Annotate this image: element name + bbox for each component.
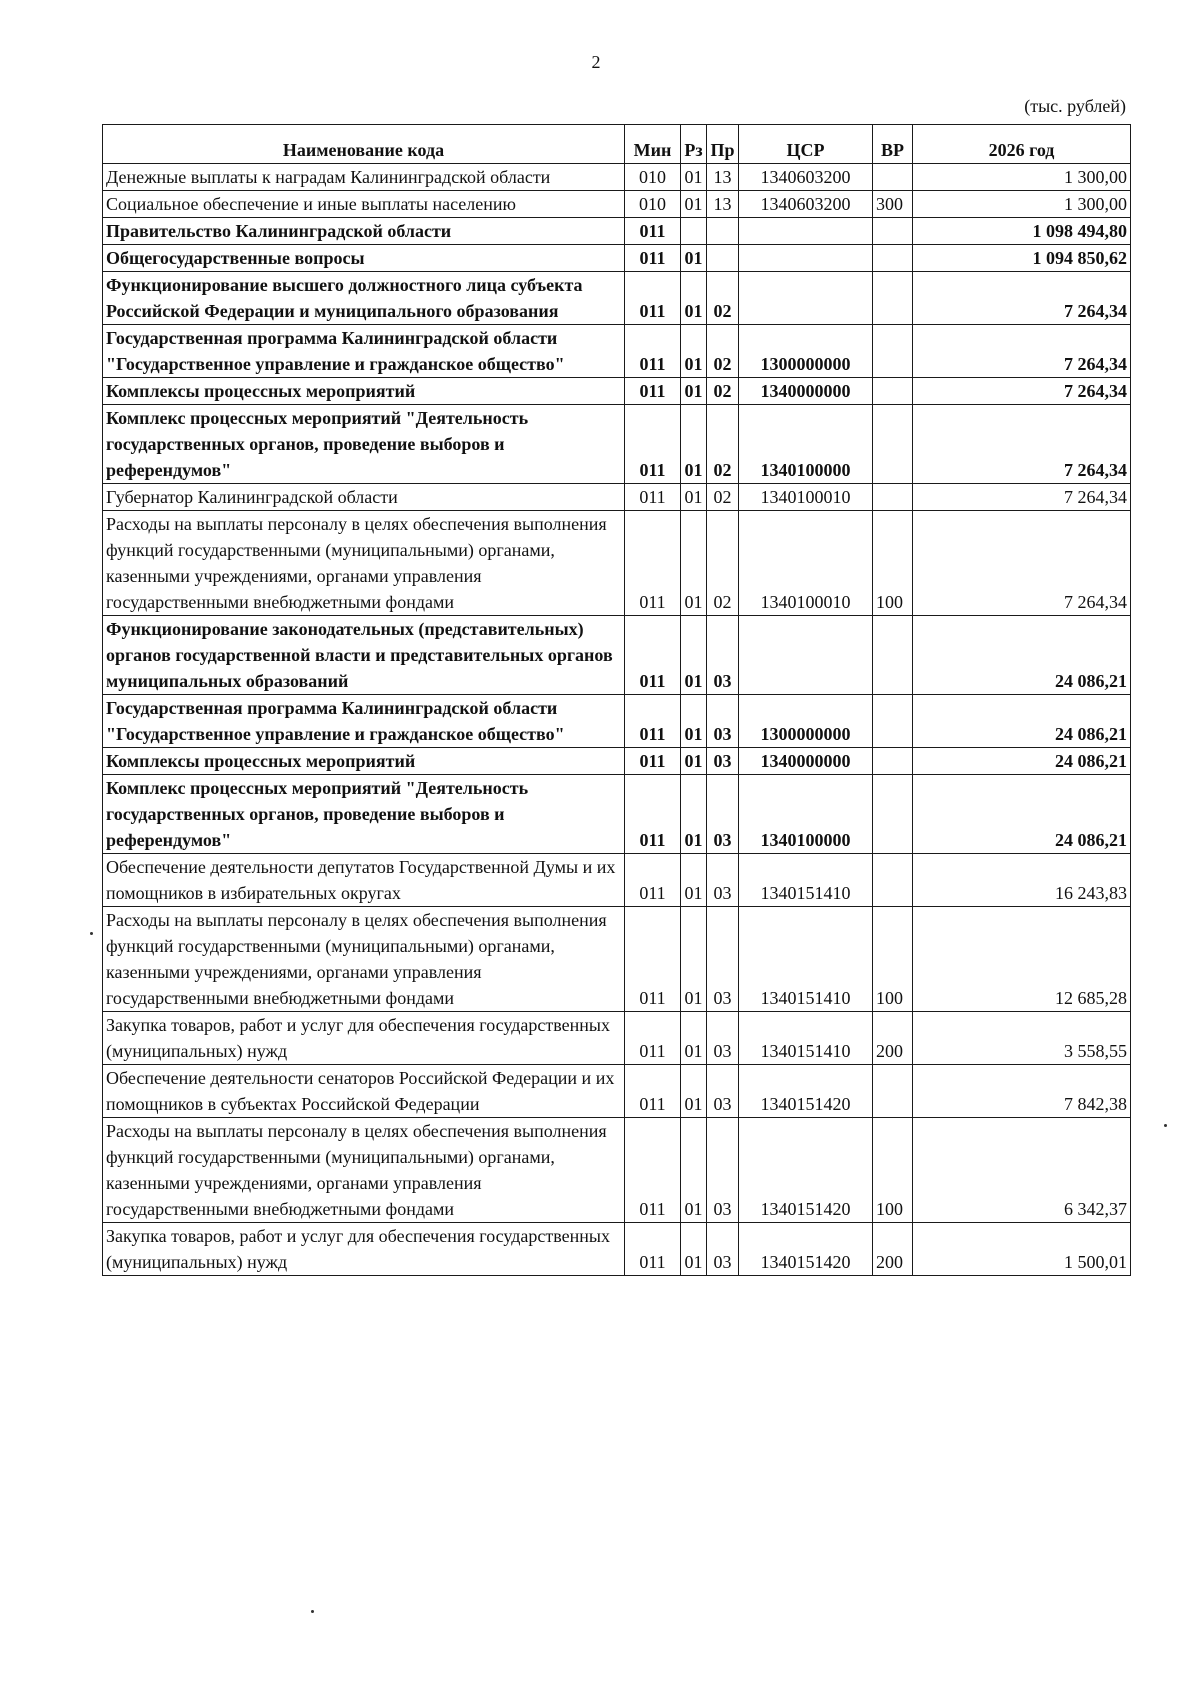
cell-min: 010 [625, 164, 681, 191]
cell-rz: 01 [681, 245, 707, 272]
cell-csr [739, 218, 873, 245]
cell-name: Комплексы процессных мероприятий [103, 378, 625, 405]
cell-amount: 7 264,34 [913, 511, 1131, 616]
cell-name: Правительство Калининградской области [103, 218, 625, 245]
table-row [103, 191, 1131, 218]
cell-pr: 03 [707, 1223, 739, 1276]
cell-pr: 03 [707, 695, 739, 748]
cell-name: Общегосударственные вопросы [103, 245, 625, 272]
cell-amount: 7 264,34 [913, 378, 1131, 405]
cell-min: 011 [625, 272, 681, 325]
cell-rz: 01 [681, 325, 707, 378]
table-row [103, 218, 1131, 245]
cell-min: 011 [625, 695, 681, 748]
cell-csr [739, 245, 873, 272]
cell-rz: 01 [681, 191, 707, 218]
cell-vr: 300 [873, 191, 913, 218]
cell-csr: 1340151420 [739, 1065, 873, 1118]
cell-min: 011 [625, 1065, 681, 1118]
table-row [103, 695, 1131, 748]
cell-csr: 1340100000 [739, 405, 873, 484]
cell-csr: 1300000000 [739, 695, 873, 748]
cell-vr [873, 218, 913, 245]
cell-rz: 01 [681, 164, 707, 191]
cell-min: 011 [625, 511, 681, 616]
cell-pr: 03 [707, 748, 739, 775]
cell-vr [873, 378, 913, 405]
table-body [103, 164, 1131, 1276]
cell-amount: 3 558,55 [913, 1012, 1131, 1065]
cell-csr: 1340603200 [739, 191, 873, 218]
cell-rz: 01 [681, 511, 707, 616]
table-row [103, 1065, 1131, 1118]
cell-vr [873, 854, 913, 907]
cell-name: Комплекс процессных мероприятий "Деятельность государственных органов, проведение выборов и референдумов" [103, 775, 625, 854]
cell-csr: 1340151410 [739, 854, 873, 907]
header-min: Мин [625, 125, 681, 164]
cell-pr: 02 [707, 484, 739, 511]
cell-name: Функционирование законодательных (представительных) органов государственной власти и представительных органов муниципальных образований [103, 616, 625, 695]
scan-speck [90, 932, 93, 935]
table-row [103, 1118, 1131, 1223]
header-name: Наименование кода [103, 125, 625, 164]
cell-min: 011 [625, 616, 681, 695]
table-row [103, 1223, 1131, 1276]
table-row [103, 775, 1131, 854]
header-pr: Пр [707, 125, 739, 164]
table-row [103, 616, 1131, 695]
cell-min: 011 [625, 775, 681, 854]
cell-pr: 03 [707, 616, 739, 695]
cell-amount: 24 086,21 [913, 695, 1131, 748]
cell-pr: 03 [707, 1012, 739, 1065]
cell-min: 011 [625, 1118, 681, 1223]
cell-pr: 13 [707, 191, 739, 218]
cell-min: 011 [625, 854, 681, 907]
cell-vr: 100 [873, 907, 913, 1012]
cell-rz: 01 [681, 405, 707, 484]
cell-rz: 01 [681, 1065, 707, 1118]
cell-name: Комплексы процессных мероприятий [103, 748, 625, 775]
cell-min: 011 [625, 1223, 681, 1276]
cell-vr: 200 [873, 1223, 913, 1276]
cell-amount: 1 098 494,80 [913, 218, 1131, 245]
cell-pr: 02 [707, 325, 739, 378]
cell-rz: 01 [681, 748, 707, 775]
cell-vr: 100 [873, 1118, 913, 1223]
cell-pr: 02 [707, 405, 739, 484]
cell-pr: 13 [707, 164, 739, 191]
cell-amount: 6 342,37 [913, 1118, 1131, 1223]
cell-rz: 01 [681, 272, 707, 325]
cell-amount: 24 086,21 [913, 748, 1131, 775]
cell-name: Государственная программа Калининградской области "Государственное управление и гражданское общество" [103, 325, 625, 378]
cell-name: Расходы на выплаты персоналу в целях обеспечения выполнения функций государственными (муниципальными) органами, казенными учреждениями, органами управления государственными внебюджетными фондами [103, 511, 625, 616]
cell-vr [873, 325, 913, 378]
table-row [103, 378, 1131, 405]
cell-pr [707, 245, 739, 272]
cell-vr [873, 695, 913, 748]
cell-amount: 7 264,34 [913, 325, 1131, 378]
table-row [103, 272, 1131, 325]
table-row [103, 511, 1131, 616]
cell-amount: 1 300,00 [913, 191, 1131, 218]
table-row [103, 164, 1131, 191]
cell-rz: 01 [681, 1118, 707, 1223]
cell-vr [873, 616, 913, 695]
table-row [103, 1012, 1131, 1065]
cell-csr: 1300000000 [739, 325, 873, 378]
cell-csr: 1340151410 [739, 907, 873, 1012]
cell-rz: 01 [681, 484, 707, 511]
cell-min: 011 [625, 218, 681, 245]
cell-name: Закупка товаров, работ и услуг для обеспечения государственных (муниципальных) нужд [103, 1012, 625, 1065]
cell-csr: 1340100010 [739, 511, 873, 616]
cell-name: Функционирование высшего должностного лица субъекта Российской Федерации и муниципального образования [103, 272, 625, 325]
cell-name: Обеспечение деятельности сенаторов Российской Федерации и их помощников в субъектах Российской Федерации [103, 1065, 625, 1118]
page-number: 2 [591, 52, 601, 72]
cell-pr [707, 218, 739, 245]
cell-vr [873, 1065, 913, 1118]
cell-rz [681, 218, 707, 245]
cell-rz: 01 [681, 1012, 707, 1065]
cell-amount: 7 842,38 [913, 1065, 1131, 1118]
cell-csr: 1340603200 [739, 164, 873, 191]
cell-csr: 1340151420 [739, 1223, 873, 1276]
cell-name: Государственная программа Калининградской области "Государственное управление и гражданское общество" [103, 695, 625, 748]
cell-pr: 03 [707, 907, 739, 1012]
cell-name: Социальное обеспечение и иные выплаты населению [103, 191, 625, 218]
cell-csr: 1340100000 [739, 775, 873, 854]
cell-rz: 01 [681, 907, 707, 1012]
table-row [103, 325, 1131, 378]
cell-pr: 03 [707, 854, 739, 907]
cell-vr [873, 405, 913, 484]
cell-csr: 1340151420 [739, 1118, 873, 1223]
header-amount: 2026 год [913, 125, 1131, 164]
cell-amount: 7 264,34 [913, 484, 1131, 511]
table-row [103, 907, 1131, 1012]
cell-pr: 02 [707, 511, 739, 616]
cell-min: 011 [625, 325, 681, 378]
table-row [103, 748, 1131, 775]
cell-csr: 1340100010 [739, 484, 873, 511]
cell-amount: 7 264,34 [913, 405, 1131, 484]
table-row [103, 854, 1131, 907]
header-vr: ВР [873, 125, 913, 164]
cell-min: 011 [625, 378, 681, 405]
cell-pr: 02 [707, 272, 739, 325]
cell-min: 011 [625, 484, 681, 511]
cell-min: 011 [625, 1012, 681, 1065]
header-rz: Рз [681, 125, 707, 164]
cell-amount: 24 086,21 [913, 775, 1131, 854]
cell-name: Губернатор Калининградской области [103, 484, 625, 511]
cell-csr: 1340000000 [739, 748, 873, 775]
cell-amount: 16 243,83 [913, 854, 1131, 907]
cell-name: Комплекс процессных мероприятий "Деятельность государственных органов, проведение выборов и референдумов" [103, 405, 625, 484]
cell-pr: 03 [707, 1065, 739, 1118]
cell-vr [873, 775, 913, 854]
cell-name: Расходы на выплаты персоналу в целях обеспечения выполнения функций государственными (муниципальными) органами, казенными учреждениями, органами управления государственными внебюджетными фондами [103, 907, 625, 1012]
cell-csr [739, 272, 873, 325]
cell-csr [739, 616, 873, 695]
cell-vr: 200 [873, 1012, 913, 1065]
cell-amount: 1 300,00 [913, 164, 1131, 191]
cell-csr: 1340000000 [739, 378, 873, 405]
cell-rz: 01 [681, 775, 707, 854]
cell-pr: 02 [707, 378, 739, 405]
cell-rz: 01 [681, 1223, 707, 1276]
cell-amount: 7 264,34 [913, 272, 1131, 325]
cell-min: 011 [625, 907, 681, 1012]
cell-name: Обеспечение деятельности депутатов Государственной Думы и их помощников в избирательных округах [103, 854, 625, 907]
cell-vr [873, 272, 913, 325]
cell-amount: 1 500,01 [913, 1223, 1131, 1276]
cell-rz: 01 [681, 378, 707, 405]
cell-amount: 12 685,28 [913, 907, 1131, 1012]
table-row [103, 245, 1131, 272]
cell-min: 011 [625, 405, 681, 484]
cell-rz: 01 [681, 854, 707, 907]
cell-name: Расходы на выплаты персоналу в целях обеспечения выполнения функций государственными (муниципальными) органами, казенными учреждениями, органами управления государственными внебюджетными фондами [103, 1118, 625, 1223]
cell-vr [873, 245, 913, 272]
units-label: (тыс. рублей) [1024, 96, 1126, 116]
table-row [103, 405, 1131, 484]
cell-rz: 01 [681, 616, 707, 695]
header-csr: ЦСР [739, 125, 873, 164]
cell-pr: 03 [707, 1118, 739, 1223]
table-row [103, 484, 1131, 511]
budget-table [102, 124, 1131, 1276]
scan-speck [1164, 1124, 1167, 1127]
cell-min: 011 [625, 245, 681, 272]
cell-vr [873, 484, 913, 511]
cell-min: 010 [625, 191, 681, 218]
scan-speck [311, 1610, 314, 1613]
cell-name: Закупка товаров, работ и услуг для обеспечения государственных (муниципальных) нужд [103, 1223, 625, 1276]
cell-name: Денежные выплаты к наградам Калининградской области [103, 164, 625, 191]
cell-vr [873, 748, 913, 775]
cell-rz: 01 [681, 695, 707, 748]
cell-amount: 1 094 850,62 [913, 245, 1131, 272]
table-header-row [103, 125, 1131, 164]
cell-amount: 24 086,21 [913, 616, 1131, 695]
cell-min: 011 [625, 748, 681, 775]
cell-vr: 100 [873, 511, 913, 616]
cell-vr [873, 164, 913, 191]
cell-csr: 1340151410 [739, 1012, 873, 1065]
cell-pr: 03 [707, 775, 739, 854]
